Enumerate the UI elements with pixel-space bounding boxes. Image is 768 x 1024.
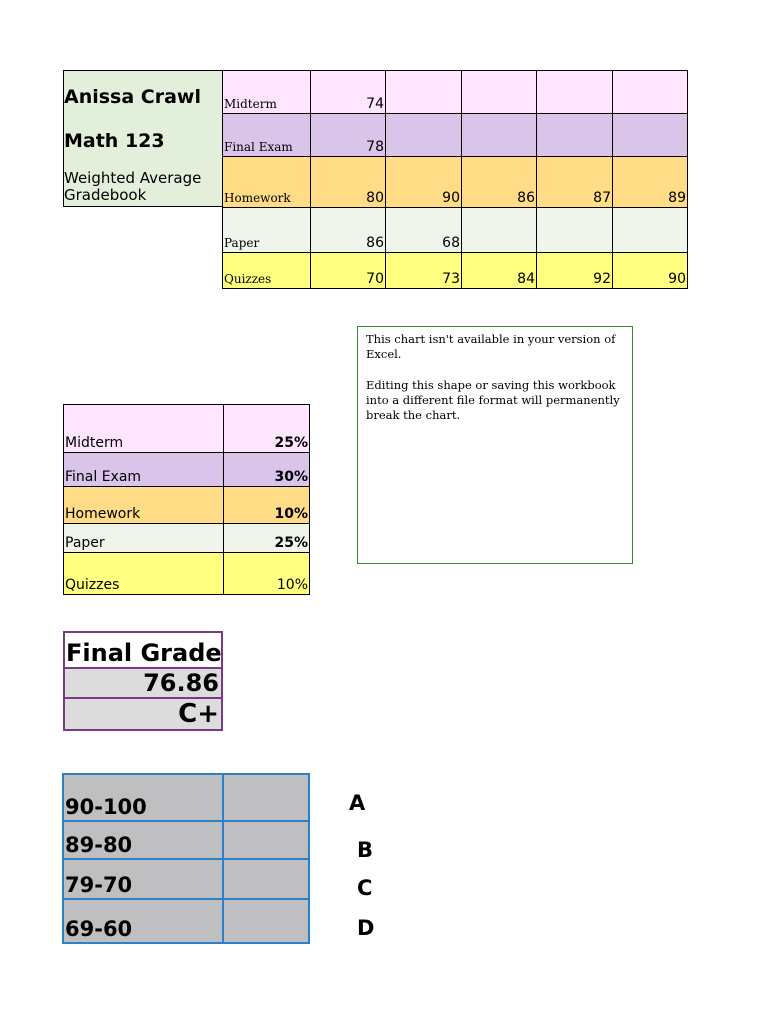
chart-unavailable-notice[interactable] (357, 326, 633, 564)
score-cell[interactable]: 89 (612, 156, 688, 208)
grade-scale-cell[interactable] (222, 898, 310, 944)
score-cell[interactable]: 78 (310, 113, 386, 157)
weight-label: Homework (63, 486, 224, 524)
score-cell[interactable]: 84 (461, 252, 537, 289)
score-cell[interactable]: 90 (612, 252, 688, 289)
score-cell[interactable] (385, 113, 462, 157)
final-grade-title: Final Grade (63, 631, 223, 669)
score-cell[interactable] (536, 113, 613, 157)
score-row-label: Paper (222, 207, 311, 253)
weight-value[interactable]: 10% (223, 486, 310, 524)
score-cell[interactable] (612, 70, 688, 114)
course-name: Math 123 (64, 130, 165, 152)
grade-letter: D (357, 916, 375, 940)
final-grade-score: 76.86 (63, 667, 223, 699)
gradebook-subtitle (64, 170, 224, 204)
score-cell[interactable]: 73 (385, 252, 462, 289)
grade-letter: B (357, 838, 374, 862)
grade-letter: A (349, 791, 366, 815)
weight-label: Paper (63, 523, 224, 553)
score-row-label: Midterm (222, 70, 311, 114)
score-cell[interactable]: 68 (385, 207, 462, 253)
chart-notice-line-2: Editing this shape or saving this workbook into a different file format will permanently break the chart. (366, 378, 620, 422)
weight-value[interactable]: 10% (223, 552, 310, 595)
student-name: Anissa Crawl (64, 86, 201, 108)
grade-scale-cell[interactable] (222, 773, 310, 822)
grade-scale-cell[interactable] (222, 858, 310, 900)
score-cell[interactable]: 80 (310, 156, 386, 208)
weight-value[interactable]: 25% (223, 404, 310, 453)
grade-range: 89-80 (62, 820, 224, 860)
score-cell[interactable]: 74 (310, 70, 386, 114)
score-cell[interactable] (536, 70, 613, 114)
grade-scale-cell[interactable] (222, 820, 310, 860)
score-cell[interactable] (612, 207, 688, 253)
score-cell[interactable] (536, 207, 613, 253)
chart-notice-line-1: This chart isn't available in your version of Excel. (366, 332, 616, 361)
score-cell[interactable] (461, 207, 537, 253)
weight-label: Quizzes (63, 552, 224, 595)
score-cell[interactable]: 87 (536, 156, 613, 208)
subtitle-line-1: Weighted Average (64, 169, 202, 187)
weight-value[interactable]: 30% (223, 452, 310, 487)
grade-range: 90-100 (62, 773, 224, 822)
weight-label: Midterm (63, 404, 224, 453)
weight-label: Final Exam (63, 452, 224, 487)
score-cell[interactable] (461, 70, 537, 114)
score-cell[interactable] (385, 70, 462, 114)
score-cell[interactable]: 86 (461, 156, 537, 208)
score-cell[interactable]: 90 (385, 156, 462, 208)
grade-letter: C (357, 876, 373, 900)
final-grade-letter: C+ (63, 697, 223, 731)
score-row-label: Quizzes (222, 252, 311, 289)
score-cell[interactable]: 86 (310, 207, 386, 253)
score-cell[interactable]: 70 (310, 252, 386, 289)
weight-value[interactable]: 25% (223, 523, 310, 553)
score-cell[interactable]: 92 (536, 252, 613, 289)
score-row-label: Homework (222, 156, 311, 208)
grade-range: 69-60 (62, 898, 224, 944)
grade-range: 79-70 (62, 858, 224, 900)
score-row-label: Final Exam (222, 113, 311, 157)
score-cell[interactable] (461, 113, 537, 157)
score-cell[interactable] (612, 113, 688, 157)
subtitle-line-2: Gradebook (64, 186, 147, 204)
